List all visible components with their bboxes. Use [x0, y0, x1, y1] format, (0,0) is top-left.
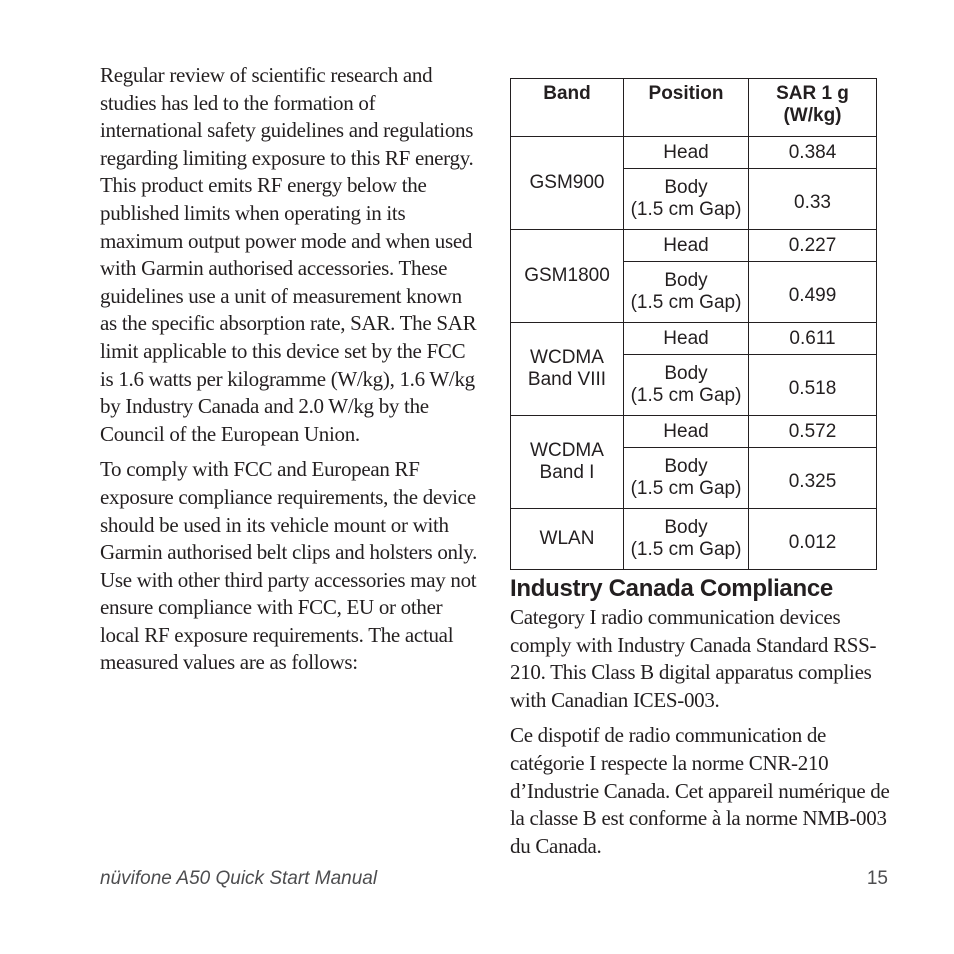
table-header-row	[511, 79, 877, 137]
position-label: Head	[663, 327, 709, 349]
position-gap-label: (1.5 cm Gap)	[630, 292, 742, 313]
position-cell	[624, 448, 749, 509]
position-label: Body	[664, 270, 708, 291]
position-label: Body	[664, 363, 708, 384]
band-cell: WCDMA Band I	[511, 416, 624, 509]
band-cell: GSM1800	[511, 230, 624, 323]
position-cell	[624, 137, 749, 169]
right-column	[510, 78, 890, 868]
sar-value-cell: 0.227	[749, 230, 877, 262]
position-cell	[624, 262, 749, 323]
sar-value-cell: 0.384	[749, 137, 877, 169]
position-cell	[624, 509, 749, 570]
sar-intro-paragraph: Regular review of scientific research and studies has led to the formation of international safety guidelines and regulations regarding limiting exposure to this RF energy. This product emits RF energy below the published limits when operating in its maximum output power mode and when used with Garmin authorised accessories. These guidelines use a unit of measurement known as the specific absorption rate, SAR. The SAR limit applicable to this device set by the FCC is 1.6 watts per kilogramme (W/kg), 1.6 W/kg by Industry Canada and 2.0 W/kg by the Council of the European Union.	[100, 63, 477, 446]
position-label: Body	[664, 177, 708, 198]
position-label: Body	[664, 517, 708, 538]
band-cell: WCDMA Band VIII	[511, 323, 624, 416]
table-row	[511, 137, 877, 169]
sar-table	[510, 78, 877, 570]
table-row	[511, 509, 877, 570]
band-cell: GSM900	[511, 137, 624, 230]
band-header: Band	[511, 79, 624, 137]
position-label: Head	[663, 234, 709, 256]
industry-canada-paragraph-fr: Ce dispotif de radio communication de catégorie I respecte la norme CNR-210 d’Industrie Canada. Cet appareil numérique de la classe B est conforme à la norme NMB-003 du Canada.	[510, 723, 890, 858]
position-label: Head	[663, 141, 709, 163]
sar-value-cell: 0.499	[749, 262, 877, 323]
band-cell: WLAN	[511, 509, 624, 570]
position-cell	[624, 355, 749, 416]
sar-value-cell: 0.611	[749, 323, 877, 355]
sar-value-cell: 0.012	[749, 509, 877, 570]
position-cell	[624, 169, 749, 230]
sar-value-cell: 0.518	[749, 355, 877, 416]
table-row	[511, 323, 877, 355]
sar-value-cell: 0.325	[749, 448, 877, 509]
industry-canada-paragraph-en: Category I radio communication devices comply with Industry Canada Standard RSS-210. This Class B digital apparatus complies with Canadian ICES-003.	[510, 605, 877, 712]
position-gap-label: (1.5 cm Gap)	[630, 199, 742, 220]
position-cell	[624, 416, 749, 448]
position-header: Position	[624, 79, 749, 137]
footer-manual-title: nüvifone A50 Quick Start Manual	[100, 868, 378, 889]
table-row	[511, 416, 877, 448]
compliance-paragraph: To comply with FCC and European RF exposure compliance requirements, the device should be used in its vehicle mount or with Garmin authorised belt clips and holsters only. Use with other third party accessories may not ensure compliance with FCC, EU or other local RF exposure requirements. The actual measured values are as follows:	[100, 457, 478, 675]
page-number: 15	[866, 868, 888, 889]
left-column	[100, 62, 478, 685]
sar-value-cell: 0.572	[749, 416, 877, 448]
position-cell	[624, 230, 749, 262]
position-cell	[624, 323, 749, 355]
sar-table-body	[511, 137, 877, 570]
sar-value-cell: 0.33	[749, 169, 877, 230]
position-label: Head	[663, 420, 709, 442]
position-label: Body	[664, 456, 708, 477]
section-heading: Industry Canada Compliance	[510, 575, 833, 602]
position-gap-label: (1.5 cm Gap)	[630, 539, 742, 560]
sar-header: SAR 1 g (W/kg)	[749, 79, 877, 137]
table-row	[511, 230, 877, 262]
position-gap-label: (1.5 cm Gap)	[630, 478, 742, 499]
position-gap-label: (1.5 cm Gap)	[630, 385, 742, 406]
